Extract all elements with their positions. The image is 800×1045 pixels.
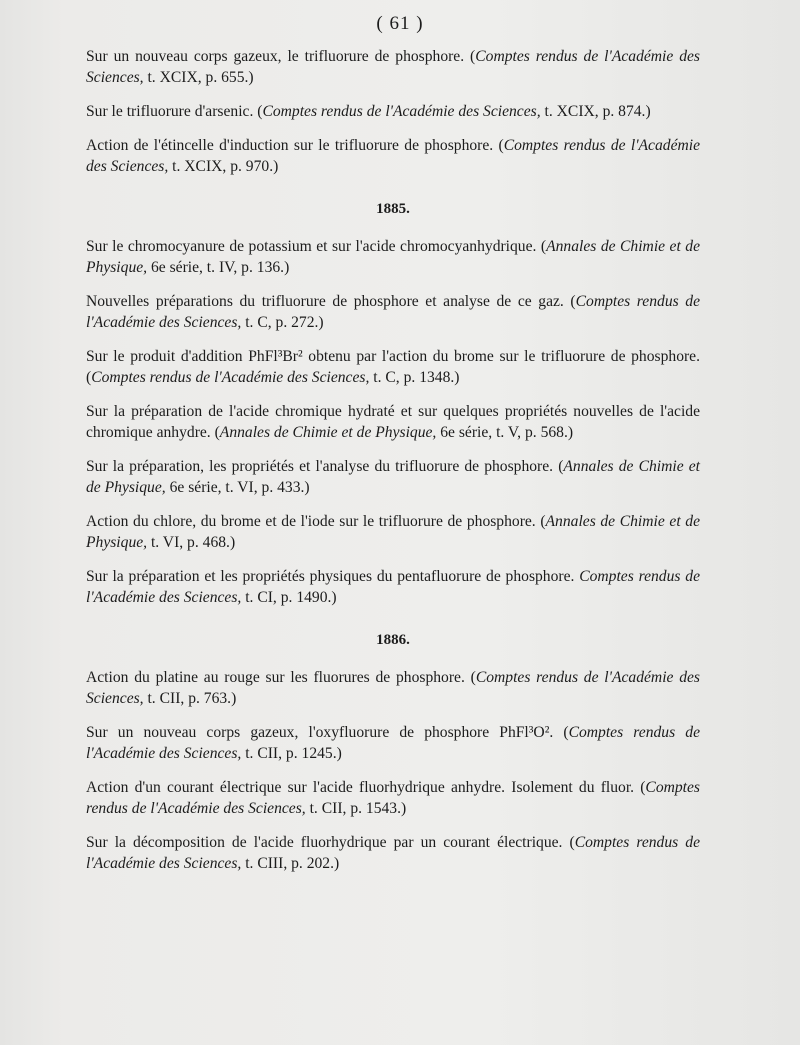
entry-title: Sur la préparation de l'acide chromique hydraté et sur quelques propriétés nouvelles de l'acide chromique anhydre. (: [86, 403, 700, 441]
bibliography-entry: [86, 401, 700, 443]
entry-source: Comptes rendus de l'Académie des Sciences,: [86, 48, 700, 86]
bibliography-list: [86, 46, 700, 887]
entry-reference: 6e série, t. V, p. 568.): [436, 424, 574, 441]
entry-title: Sur le chromocyanure de potassium et sur l'acide chromocyanhydrique. (: [86, 238, 547, 255]
bibliography-entry: [86, 832, 700, 874]
bibliography-entry: [86, 511, 700, 553]
entry-reference: 6e série, t. VI, p. 433.): [165, 479, 310, 496]
bibliography-entry: [86, 777, 700, 819]
entry-title: Action d'un courant électrique sur l'acide fluorhydrique anhydre. Isolement du fluor. (: [86, 779, 646, 796]
bibliography-entry: [86, 667, 700, 709]
entry-source: Comptes rendus de l'Académie des Sciences,: [86, 568, 700, 606]
entry-title: Sur un nouveau corps gazeux, l'oxyfluorure de phosphore PhFl³O². (: [86, 724, 569, 741]
entry-source: Comptes rendus de l'Académie des Sciences,: [86, 724, 700, 762]
entry-reference: t. CII, p. 763.): [143, 690, 237, 707]
entry-source: Comptes rendus de l'Académie des Sciences,: [86, 293, 701, 331]
entry-reference: t. CII, p. 1543.): [305, 800, 407, 817]
bibliography-entry: [86, 291, 700, 333]
page-number: ( 61 ): [376, 13, 424, 34]
entry-title: Nouvelles préparations du trifluorure de phosphore et analyse de ce gaz. (: [86, 293, 576, 310]
entry-title: Sur le produit d'addition PhFl³Br² obtenu par l'action du brome sur le trifluorure de phosphore. (: [86, 348, 700, 386]
entry-title: Sur le trifluorure d'arsenic. (: [86, 103, 263, 120]
entry-source: Comptes rendus de l'Académie des Sciences,: [86, 137, 701, 175]
entry-source: Annales de Chimie et de Physique,: [86, 238, 700, 276]
bibliography-entry: [86, 456, 700, 498]
bibliography-entry: [86, 46, 700, 88]
entry-reference: t. XCIX, p. 874.): [540, 103, 651, 120]
bibliography-entry: [86, 346, 700, 388]
entry-reference: t. VI, p. 468.): [147, 534, 236, 551]
bibliography-entry: [86, 722, 700, 764]
entry-source: Annales de Chimie et de Physique,: [219, 424, 437, 441]
year-heading: 1886.: [376, 632, 410, 648]
entry-reference: 6e série, t. IV, p. 136.): [147, 259, 290, 276]
entry-title: Action du chlore, du brome et de l'iode sur le trifluorure de phosphore. (: [86, 513, 546, 530]
entry-reference: t. C, p. 1348.): [369, 369, 460, 386]
entry-reference: t. CII, p. 1245.): [241, 745, 342, 762]
entry-source: Comptes rendus de l'Académie des Sciences,: [262, 103, 541, 120]
bibliography-entry: [86, 236, 700, 278]
year-heading: 1885.: [376, 201, 410, 217]
entry-title: Action du platine au rouge sur les fluorures de phosphore. (: [86, 669, 476, 686]
entry-reference: t. CI, p. 1490.): [241, 589, 337, 606]
bibliography-entry: [86, 101, 700, 122]
entry-reference: t. XCIX, p. 655.): [143, 69, 254, 86]
entry-source: Comptes rendus de l'Académie des Sciences,: [86, 669, 700, 707]
entry-title: Action de l'étincelle d'induction sur le trifluorure de phosphore. (: [86, 137, 504, 154]
entry-source: Comptes rendus de l'Académie des Sciences,: [86, 834, 700, 872]
entry-source: Annales de Chimie et de Physique,: [86, 458, 700, 496]
entry-source: Annales de Chimie et de Physique,: [86, 513, 700, 551]
bibliography-entry: [86, 135, 700, 177]
entry-reference: t. XCIX, p. 970.): [168, 158, 279, 175]
entry-reference: t. C, p. 272.): [241, 314, 324, 331]
entry-source: Comptes rendus de l'Académie des Sciences,: [86, 779, 700, 817]
entry-title: Sur la préparation, les propriétés et l'analyse du trifluorure de phosphore. (: [86, 458, 564, 475]
entry-title: Sur la préparation et les propriétés physiques du pentafluorure de phosphore.: [86, 568, 580, 585]
entry-title: Sur la décomposition de l'acide fluorhydrique par un courant électrique. (: [86, 834, 575, 851]
entry-reference: t. CIII, p. 202.): [241, 855, 340, 872]
bibliography-entry: [86, 566, 700, 608]
entry-title: Sur un nouveau corps gazeux, le trifluorure de phosphore. (: [86, 48, 476, 65]
entry-source: Comptes rendus de l'Académie des Sciences,: [91, 369, 370, 386]
